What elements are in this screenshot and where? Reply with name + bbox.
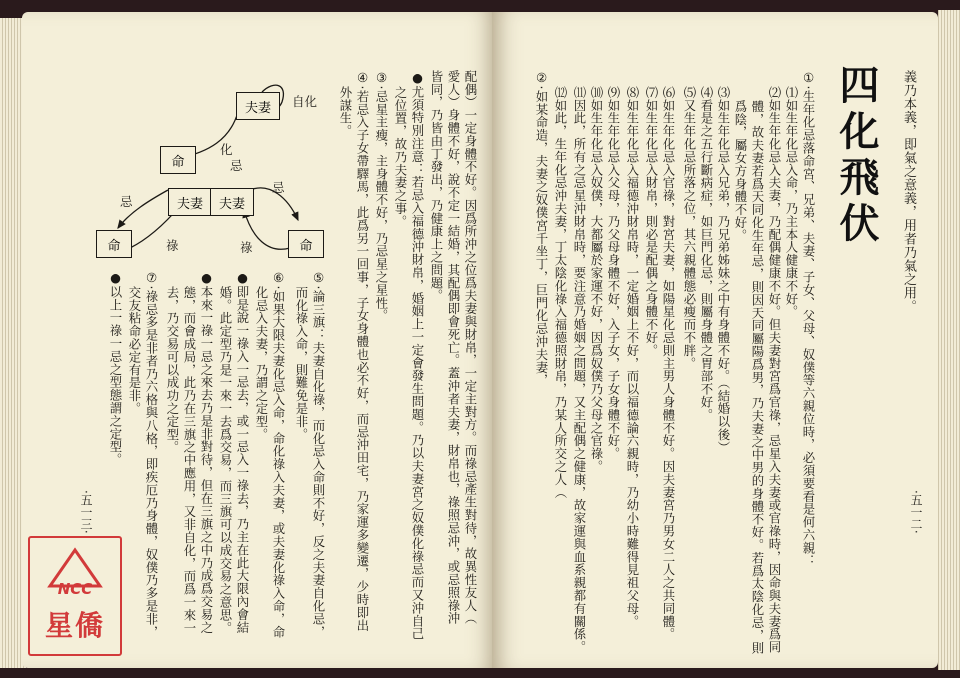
diagram-box-fuqi-left: 夫妻 <box>168 188 212 216</box>
stamp-name: 星僑 <box>44 609 105 642</box>
diagram-label-hua: 化 <box>220 142 233 157</box>
diagram-label-zihua: 自化 <box>292 94 318 109</box>
diagram-label-lu-right: 祿 <box>240 240 253 255</box>
text-column: ⑵如生年化忌入夫妻，乃配偶健康不好。但夫妻對宮爲官祿，忌星入夫妻或官祿時，因命與夫妻爲同 <box>767 86 782 654</box>
text-column: ⑸又生年化忌所落之位，其六親體態必瘦而不胖。 <box>682 86 697 370</box>
text-column: ⑥‧如果大限夫妻化忌入命，命化祿入夫妻，或夫妻化祿入命，命 <box>271 270 286 639</box>
text-column: ⑻如生年化忌入福德沖財帛時，一定婚姻上不好，而以福德論六親時，乃幼小時難得見祖父母。 <box>625 86 640 628</box>
chapter-title: 四化飛伏 <box>833 64 879 248</box>
diagram-label-ji-left: 忌 <box>120 194 133 209</box>
text-column: ⑶如生年化忌入兄弟，乃兄弟姊妹之中有身體不好。（結婚以後） <box>716 86 731 454</box>
text-column: ⑽如生年化忌入奴僕，大都屬於家運不好，因爲奴僕乃父母之官祿。 <box>589 86 604 473</box>
text-column: ⑺如生年化忌入財帛，則必是配偶之身體不好。 <box>644 86 659 357</box>
text-column: 而化祿入命，則難免是非。 <box>294 286 309 441</box>
text-column: ⑷看是之五行斷病症，如巨門化忌，則屬身體之胃部不好。 <box>699 86 714 422</box>
text-column: ●本來一祿一忌之來去乃是非對待，但在三旗之中乃成爲交易之 <box>199 270 214 634</box>
text-column: 態，而會成局，此乃在三旗之中應用，又非自化，而爲一來一 <box>182 286 197 635</box>
page-number: ‧五一二‧ <box>909 490 923 534</box>
text-column: 配偶）一定身體不好。因爲所沖之位爲夫妻與財帛，一定主對方。而祿忌產生對待，故異性友人（ <box>463 70 478 625</box>
text-column: 之位置，故乃夫妻之事。 <box>393 86 408 228</box>
text-column: ⑹如生年化忌入官祿，對宮夫妻，如陽星化忌則主男人身體不好。因夫妻宮乃男女二人之共同體。 <box>661 86 676 641</box>
text-column: ③‧忌星主瘦，主身體不好，乃忌星之星性。 <box>374 70 389 323</box>
text-column: ④‧若忌入子女帶驛馬，此爲另一回事，子女身體也必不好，而忌沖田宅，乃家運多變遷，少時即出 <box>355 70 370 632</box>
text-column: 爲陰，屬女方身體不好。 <box>733 100 748 242</box>
text-column: ⑿如此，生年化忌沖夫妻，丁太陰化祿入福德照財帛，乃某人所交之人（ <box>553 86 568 499</box>
diagram-box-ming-top: 命 <box>160 146 196 174</box>
text-column: 交友粘命必定有是非。 <box>127 286 142 415</box>
text-column: 愛人）身體不好，說不定一結婚，其配偶即會死亡。蓋沖者夫妻，財帛也，祿照忌沖，或忌照祿沖 <box>446 70 461 625</box>
ncc-stamp <box>28 536 122 656</box>
intro-line: 義乃本義，即氣之意義，用者乃氣之用。 <box>901 70 916 313</box>
diagram-box-fuqi-right: 夫妻 <box>210 188 254 216</box>
text-column: ⑤‧論三旗：夫妻自化祿，而化忌入命則不好，反之夫妻自化忌， <box>311 270 326 639</box>
text-column: 化忌入夫妻，乃謂之定型。 <box>254 286 269 441</box>
diagram-label-ji-right: 忌 <box>272 180 285 195</box>
text-column: ⑾因此，所有之忌星沖財帛時，要注意乃婚姻之問題，又主配偶之健康，故家運與血系親都有關係。 <box>572 86 587 654</box>
text-column: ●尤須特別注意：若忌入福德沖財帛，婚姻上一定會發生問題。乃以夫妻宮之奴僕化祿忌而又沖自己 <box>410 70 425 641</box>
diagram-label-lu-left: 祿 <box>166 238 179 253</box>
text-column: ⑦‧祿忌多是非者乃六格與八格，即疾厄乃身體，奴僕乃多是非， <box>144 270 159 639</box>
text-column: 婚。此定型乃是一來一去爲交易，而三旗可以成交易之意思。 <box>218 286 233 635</box>
diagram-box-fuqi-top: 夫妻 <box>236 92 280 120</box>
text-column: ⑴如生年化忌入命，乃主本人健康不好。 <box>784 86 799 319</box>
stamp-ncc-text: NCC <box>57 580 93 598</box>
text-column: 皆同，乃皆由丁發出，乃健康上之問題。 <box>429 70 444 303</box>
text-column: ●以上一祿一忌之型態謂之定型。 <box>108 270 123 467</box>
page-edges-right <box>938 10 960 670</box>
diagram-label-ji: 忌 <box>230 158 243 173</box>
text-column: 體，故夫妻若爲天同化生年忌，則因天同屬陽爲男，乃夫妻之中男的身體不好。若爲太陰化忌，則 <box>750 100 765 655</box>
text-column: 外謀生。 <box>338 86 353 138</box>
text-column: ①‧生年化忌落命宮、兄弟、夫妻、子女、父母、奴僕等六親位時，必須要看是何六親： <box>801 70 816 568</box>
page-number: ‧五一三‧ <box>79 490 93 534</box>
sihua-diagram <box>80 70 340 290</box>
diagram-box-ming-left: 命 <box>96 230 132 258</box>
text-column: ●即是說一祿入一忌去，或一忌入一祿去，乃主在此大限內會結 <box>235 270 250 634</box>
text-column: 去，乃交易可以成功之定型。 <box>165 286 180 454</box>
text-column: ②‧如某命造，夫妻之奴僕宮千坐丁，巨門化忌沖夫妻， <box>534 70 549 387</box>
diagram-box-ming-right: 命 <box>288 230 324 258</box>
text-column: ⑼如生年化忌入父母，乃父母身體不好，入子女，子女身體不好。 <box>606 86 621 461</box>
